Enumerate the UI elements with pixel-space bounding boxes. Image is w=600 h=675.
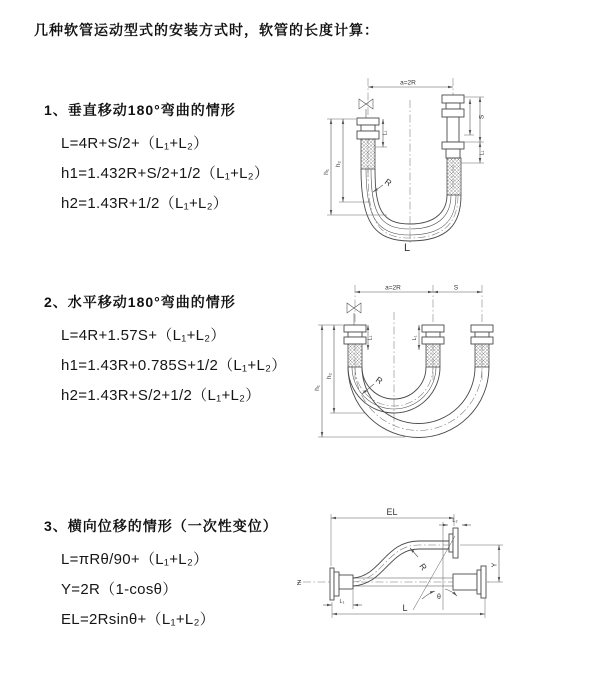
d1-right-pipe-fitting	[442, 95, 464, 195]
d1-label-h1: h₁	[323, 169, 330, 175]
d3-label-l: L	[402, 603, 408, 613]
section-2-heading: 2、水平移动180°弯曲的情形	[44, 294, 236, 310]
section-3-formula-EL: EL=2Rsinθ+（L₁+L₂）	[61, 611, 215, 628]
d2-valve-icon	[347, 303, 361, 325]
section-3-formula-Y: Y=2R（1-cosθ）	[61, 581, 178, 598]
d1-valve-icon	[359, 99, 373, 118]
diagram-horizontal-180-bend	[305, 280, 595, 475]
d1-left-braid	[361, 139, 375, 169]
section-3-formula-L: L=πRθ/90+（L₁+L₂）	[61, 551, 209, 568]
section-1-formula-h1: h1=1.432R+S/2+1/2（L₁+L₂）	[61, 165, 270, 182]
d1-label-s: S	[478, 114, 486, 120]
d1-label-a2r: a=2R	[400, 79, 416, 87]
section-3-heading: 3、横向位移的情形（一次性变位）	[44, 518, 278, 534]
d3-hose-curves	[353, 541, 449, 586]
d3-label-l2: L₂	[452, 518, 458, 524]
section-1-formula-L: L=4R+S/2+（L₁+L₂）	[61, 135, 209, 152]
d1-left-pipe-fitting	[357, 118, 379, 169]
d1-label-r: R	[382, 176, 394, 189]
section-3	[44, 516, 278, 635]
d1-centerlines	[368, 78, 453, 244]
d2-top-dimensions	[355, 285, 482, 293]
d2-label-l1-mid: L₁	[412, 335, 418, 341]
d2-fitting-dimensions	[368, 325, 420, 350]
d1-label-l: L	[403, 242, 411, 254]
d3-label-y: Y	[491, 562, 499, 568]
d3-right-flange	[453, 566, 486, 598]
d3-l-dimension	[332, 598, 485, 618]
d2-left-braid	[348, 344, 362, 367]
d2-middle-braid	[426, 344, 440, 367]
d2-label-h1: h₁	[314, 385, 321, 391]
d2-label-a2r: a=2R	[385, 284, 401, 292]
d3-label-r: R	[417, 561, 430, 573]
section-2	[44, 292, 287, 411]
d2-label-l1-left: L₁	[367, 335, 374, 341]
d3-el-dimension	[331, 507, 454, 566]
d2-label-s: S	[453, 284, 459, 292]
d2-right-braid	[475, 344, 489, 367]
section-2-formula-h1: h1=1.43R+0.785S+1/2（L₁+L₂）	[61, 357, 287, 374]
d2-right-pipe-fitting	[471, 325, 493, 367]
d1-label-l1-left: L₁	[382, 130, 389, 136]
d2-label-h2: h₂	[326, 372, 333, 380]
section-2-formula-h2: h2=1.43R+S/2+1/2（L₁+L₂）	[61, 387, 261, 404]
d3-radius-callout	[410, 548, 429, 572]
d1-label-l1-right: L₁	[479, 150, 486, 156]
diagram-lateral-displacement	[295, 500, 595, 650]
d1-right-dimensions	[461, 97, 486, 163]
d1-top-dimension	[368, 80, 453, 88]
diagram-vertical-180-bend	[315, 72, 590, 267]
d3-upper-flange	[449, 528, 458, 558]
d3-l2-dimension	[439, 518, 471, 525]
d2-middle-pipe-fitting	[422, 325, 444, 367]
d3-label-theta: θ	[437, 594, 441, 601]
d1-right-braid	[447, 158, 461, 195]
d2-left-pipe-fitting	[344, 325, 366, 367]
d3-left-flange	[330, 568, 353, 600]
d2-label-r: R	[373, 374, 385, 387]
d1-hose-curves	[361, 169, 461, 241]
d3-label-l1: L₁	[339, 599, 345, 605]
d3-label-el: EL	[386, 507, 398, 517]
section-1-formula-h2: h2=1.43R+1/2（L₁+L₂）	[61, 195, 229, 212]
section-1	[44, 100, 269, 219]
d3-axis-mark: Ƶ	[297, 580, 302, 587]
page-title: 几种软管运动型式的安装方式时，软管的长度计算：	[34, 22, 379, 38]
d3-l1-dimension	[323, 590, 362, 609]
section-2-formula-L: L=4R+1.57S+（L₁+L₂）	[61, 327, 226, 344]
d2-hose-curves	[348, 367, 489, 438]
d1-label-h2: h₂	[335, 160, 342, 168]
d1-radius-callout	[373, 176, 394, 192]
section-1-heading: 1、垂直移动180°弯曲的情形	[44, 102, 236, 118]
